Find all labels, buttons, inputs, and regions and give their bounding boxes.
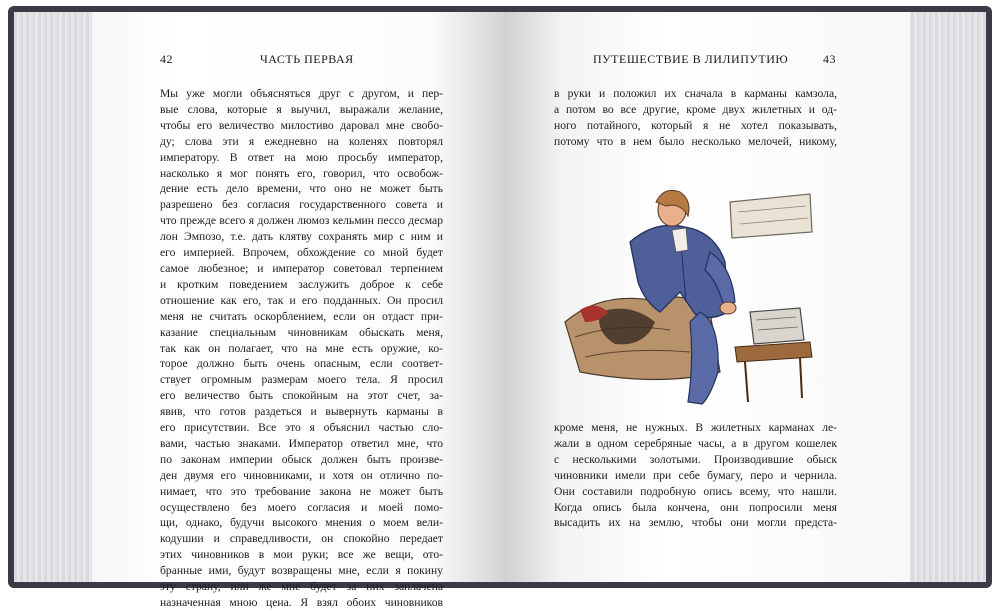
text-line: в руки и положил их сначала в карманы камзола, — [554, 87, 837, 100]
text-line: кодушии и справедливости, он спокойно передает — [160, 532, 443, 546]
text-line: назначенная мною цена. Я взял обоих чиновников — [160, 596, 443, 609]
text-line: насколько я мог понять его, говорил, что освобож- — [160, 166, 443, 180]
text-line: ствует огромным размерам моего тела. Я просил — [160, 373, 443, 387]
text-line: нимает, что это требование закона не может быть — [160, 484, 443, 498]
left-running-header: ЧАСТЬ ПЕРВАЯ — [260, 52, 354, 66]
text-line: что прежде всего я должен люмоз кельмин пессо десмар — [160, 214, 443, 228]
right-page-edges — [902, 12, 986, 582]
left-page-edges — [14, 12, 98, 582]
text-line: его присутствии. Все это я объяснил частью сло- — [160, 421, 443, 435]
text-line: вами, частью знаками. Император ответил мне, что — [160, 436, 443, 450]
text-line: меня не считать оскорблением, если он отдаст при- — [160, 309, 443, 323]
text-line: этих чиновников в мои руки; все же вещи, ото- — [160, 548, 443, 562]
text-line: лон Эмпозо, т.е. дать клятву сохранять мир с ним и — [160, 230, 443, 244]
right-page-text-bottom — [554, 420, 837, 531]
text-line: самое любезное; и император советовал терпением — [160, 261, 443, 275]
text-line: а потом во все другие, кроме двух жилетных и од- — [554, 102, 837, 116]
text-line: Мы уже могли объясняться друг с другом, и пер- — [160, 87, 443, 100]
text-line: с несколькими золотыми. Производившие обыск — [554, 452, 837, 466]
text-line: его империей. Впрочем, обхождение со мной будет — [160, 246, 443, 260]
text-line: высадить их на землю, чтобы они могли предста- — [554, 516, 837, 530]
text-line: его величество быть спокойным на этот счет, за- — [160, 389, 443, 403]
text-line: бранные ими, будут возвращены мне, если я покину — [160, 564, 443, 578]
text-line: дение есть дело времени, что оно не может быть — [160, 182, 443, 196]
text-line: по законам империи обыск должен быть произве- — [160, 452, 443, 466]
text-line: и кротким поведением заслужить доброе к себе — [160, 277, 443, 291]
right-running-header: ПУТЕШЕСТВИЕ В ЛИЛИПУТИЮ — [593, 52, 789, 66]
text-line: щи, однако, будучи высокого мнения о моем вели- — [160, 516, 443, 530]
left-page-number: 42 — [160, 52, 173, 66]
text-line: казание специальным чиновникам обыскать меня, — [160, 325, 443, 339]
text-line: разрешено без согласия государственного совета и — [160, 198, 443, 212]
text-line: осуществлено без моего согласия и моей помо- — [160, 500, 443, 514]
text-line: эту страну, или же мне будет за них заплачена — [160, 580, 443, 594]
text-line: Они составили подробную опись всему, что нашли. — [554, 484, 837, 498]
right-page-number: 43 — [823, 52, 836, 66]
text-line: вые слова, которые я выучил, выражали желание, — [160, 102, 443, 116]
text-line: кроме меня, не нужных. В жилетных карманах ле- — [554, 421, 837, 434]
text-line: ного потайного, который я не хотел показывать, — [554, 118, 837, 132]
left-page-text — [160, 86, 443, 611]
text-line: явив, что готов раздеться и вывернуть карманы в — [160, 405, 443, 419]
text-line: отношение как его, так и его подданных. Он просил — [160, 293, 443, 307]
text-line: потому что в нем было несколько мелочей, никому, — [554, 134, 837, 148]
text-line: Когда опись была кончена, они попросили меня — [554, 500, 837, 514]
text-line: чиновники имели при себе бумагу, перо и чернила. — [554, 468, 837, 482]
text-line: так как он полагает, что на мне есть оружие, ко- — [160, 341, 443, 355]
text-line: императору. В ответ на мою просьбу император, — [160, 150, 443, 164]
text-line: ду; слова эти я ежедневно на коленях повторял — [160, 134, 443, 148]
right-page-text-top — [554, 86, 837, 150]
text-line: торое должно быть очень опасным, если соответ- — [160, 357, 443, 371]
text-line: чтобы его величество милостиво даровал мне свобо- — [160, 118, 443, 132]
text-line: ден двумя его чиновниками, и хотя он отлично по- — [160, 468, 443, 482]
text-line: жали в одном серебряные часы, а в другом кошелек — [554, 436, 837, 450]
gulliver-search-illustration — [560, 172, 820, 412]
